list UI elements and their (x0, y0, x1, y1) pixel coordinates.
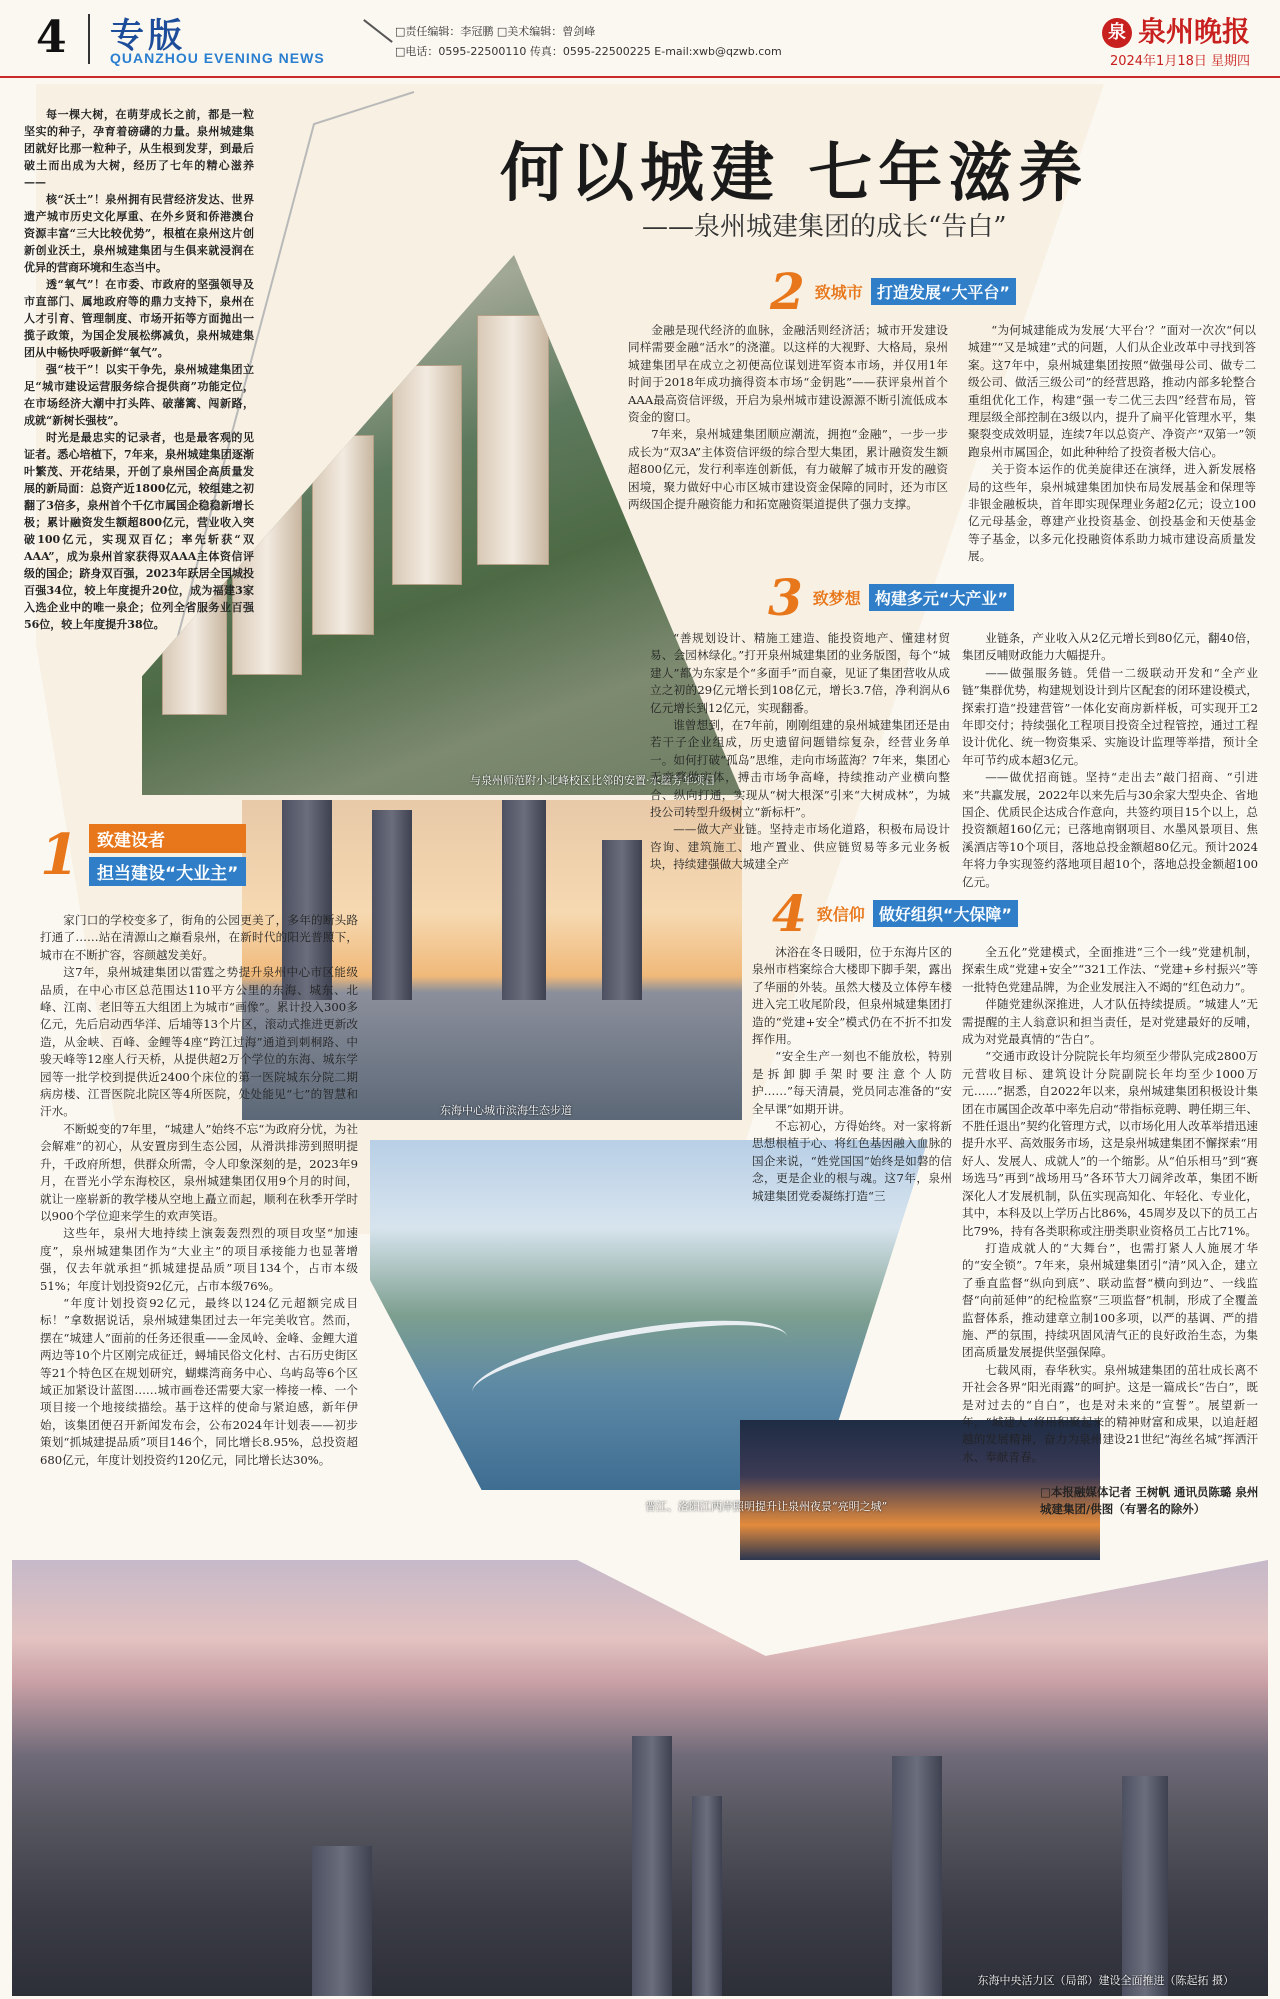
tower-2 (477, 315, 549, 565)
section-2-number: 2 (770, 262, 805, 321)
panorama-building-1 (632, 1736, 672, 1996)
section-3-paragraph: “善规划设计、精施工建造、能投资地产、懂建材贸易、会园林绿化。”打开泉州城建集团的业务版图，每个“城建人”都为东家是个“多面手”而自豪，见证了集团营收从成立之初的29亿元增长到108亿元，增长3.7倍，净利润从6亿元增长到12亿元，实现翻番。 (650, 631, 950, 715)
section-4-paragraph: 全五化”党建模式，全面推进“三个一线”党建机制，探索生成“党建+安全”“321工作法、“党建+乡村振兴”等一批特色党建品牌，为企业发展注入不竭的“红色动力”。 (962, 945, 1258, 994)
intro-paragraph: 强“枝干”！以实干争先，泉州城建集团立足“城市建设运营服务综合提供商”功能定位，在市场经济大潮中打头阵、破藩篱、闯新路，成就“新树长强枝”。 (24, 363, 254, 427)
section-3-col-a (650, 630, 950, 880)
section-3-paragraph: ——做大产业链。坚持走市场化道路，积极布局设计咨询、建筑施工、地产置业、供应链贸易等多元业务板块，持续建强做大城建全产 (650, 822, 950, 872)
section-1-heading (40, 822, 246, 888)
photo-city-panorama (12, 1560, 1268, 1996)
logo-text: 泉州晚报 (1137, 15, 1250, 48)
editor-info (395, 22, 782, 62)
section-title: 专版 (110, 16, 186, 56)
section-4-paragraph: “安全生产一刻也不能放松，特别是拆卸脚手架时要注意个人防护……”每天清晨，党员同志准备的“安全早课”如期开讲。 (752, 1049, 952, 1116)
section-1-tagline: 担当建设“大业主” (89, 857, 246, 886)
skyscraper-4 (602, 840, 642, 1000)
panorama-building-3 (892, 1756, 942, 1996)
photo2-caption: 东海中心城市滨海生态步道 (440, 1104, 572, 1117)
section-2-col-b (968, 322, 1256, 562)
photo4-caption: 晋江、洛阳江两岸照明提升让泉州夜景“亮明之城” (645, 1500, 888, 1513)
section-2-tagline: 打造发展“大平台” (871, 278, 1016, 305)
section-4-paragraph: “交通市政设计分院院长年均须至少带队完成2800万元营收目标、建筑设计分院副院长年均至少1000万元……”据悉，自2022年以来，泉州城建集团积极设计集团在市属国企改革中率先启动“带指标竞聘、聘任期三年、不胜任退出”契约化管理方式，以市场化用人改革举措迅速提升水平、高效服务市场，这是泉州城建集团不懈探索“用好人、发展人、成就人”的一个缩影。从“伯乐相马”到“赛场选马”再到“战场用马”各环节大刀阔斧改革，集团不断深化人才发展机制，队伍实现高知化、年轻化、专业化，其中，本科及以上学历占比86%，45周岁及以下的员工占比79%，持有各类职称或注册类职业资格员工占比71%。 (962, 1049, 1258, 1238)
newspaper-logo (1102, 10, 1250, 50)
section-4-heading (772, 884, 1018, 943)
photo1-caption: 与泉州师范附小北峰校区比邻的安置·水墨芳华项目 (470, 774, 716, 787)
section-4-title: 致信仰 (816, 905, 865, 924)
panorama-building-2 (692, 1796, 722, 1996)
section-3-paragraph: 业链条，产业收入从2亿元增长到80亿元，翻40倍，集团反哺财政能力大幅提升。 (962, 631, 1258, 663)
section-4-col-a (752, 944, 952, 1344)
section-4-paragraph: 七载风雨，春华秋实。泉州城建集团的茁壮成长离不开社会各界“阳光雨露”的呵护。这是一篇成长“告白”，既是对过去的“自白”，也是对未来的“宣誓”。展望新一年，“城建人”将用积聚起来的精神财富和成果，以追赶超越的发展精神，奋力为泉州建设21世纪“海丝名城”挥洒汗水、奉献青春。 (962, 1362, 1258, 1464)
section-3-paragraph: ——做强服务链。凭借一二级联动开发和“全产业链”集群优势，构建规划设计到片区配套的闭环建设模式，探索打造“投建营管”一体化安商房新样板，可实现开工2年即交付；持续强化工程项目投资全过程管控，通过工程设计优化、统一物资集采、实施设计监理等举措，预计全年可节约成本超3亿元。 (962, 665, 1258, 767)
section-4-tagline: 做好组织“大保障” (873, 900, 1018, 927)
article-byline: □本报融媒体记者 王树帆 通讯员陈璐 泉州城建集团/供图（有署名的除外） (1040, 1485, 1259, 1516)
section-1-number: 1 (40, 822, 79, 888)
section-2-col-a (628, 322, 948, 560)
intro-paragraph: 每一棵大树，在萌芽成长之前，都是一粒坚实的种子，孕育着磅礴的力量。泉州城建集团就好比那一粒种子，从生根到发芽，到最后破土而出成为大树，经历了七年的精心滋养—— (24, 108, 254, 189)
header-divider (88, 14, 90, 64)
section-1-paragraph: 不断蜕变的7年里，“城建人”始终不忘“为政府分忧，为社会解难”的初心，从安置房到生态公园，从滑洪排涝到照明提升，千政府所想，供群众所需，令人印象深刻的是，2023年9月，在晋光小学东海校区，泉州城建集团仅用9个月的时间，就让一座崭新的教学楼从空地上矗立而起，顺利在秋季开学时以900个学位迎来学生的欢声笑语。 (40, 1121, 358, 1223)
skyscraper-2 (372, 810, 412, 1000)
section-4-number: 4 (772, 884, 807, 943)
section-3-col-b (962, 630, 1258, 889)
section-4-paragraph: 打造成就人的“大舞台”，也需打紧人人施展才华的“安全锁”。7年来，泉州城建集团引“清”风入企，建立了垂直监督“纵向到底”、联动监督“横向到边”、一线监督“向前延伸”的纪检监察“三项监督”机制，形成了全覆盖监督体系，推动建章立制100多项，以严的基调、严的措施、严的氛围，持续巩固风清气正的良好政治生态，为集团高质量发展提供坚强保障。 (962, 1240, 1258, 1360)
section-3-paragraph: 谁曾想到，在7年前，刚刚组建的泉州城建集团还是由若干子企业组成，历史遗留问题错综复杂，经营业务单一。如何打破“孤岛”思维，走向市场蓝海？7年来，集团心无旁骛做实体，搏击市场争高峰，持续推动产业横向整合、纵向打通，实现从“树大根深”引来“大树成林”，为城投公司转型升级树立“新标杆”。 (650, 718, 950, 820)
section-3-heading (768, 568, 1014, 627)
section-4-paragraph: 不忘初心，方得始终。对一家将新思想根植于心、将红色基因融入血脉的国企来说，“姓党国国”始终是如磐的信念，更是企业的根与魂。这7年，泉州城建集团党委凝练打造“三 (752, 1119, 952, 1203)
main-subheadline: ——泉州城建集团的成长“告白” (642, 212, 1007, 242)
skyscraper-3 (502, 790, 546, 1000)
issue-date: 2024年1月18日 星期四 (1109, 54, 1250, 69)
section-4-col-b (962, 944, 1258, 1482)
section-3-tagline: 构建多元“大产业” (869, 584, 1014, 611)
intro-paragraph: 透“氧气”！在市委、市政府的坚强领导及市直部门、属地政府等的鼎力支持下，泉州在人才引育、管理制度、市场开拓等方面抛出一揽子政策，为国企发展松绑减负，泉州城建集团从中畅快呼吸新鲜“氧气”。 (24, 278, 254, 359)
header-slash (363, 19, 393, 43)
section-3-paragraph: ——做优招商链。坚持“走出去”敲门招商、“引进来”共赢发展，2022年以来先后与30余家大型央企、省地国企、优质民企达成合作意向，共签约项目15个以上，总投资额超160亿元；已落地南钢项目、水墨风景项目、焦溪酒店等10个项目，落地总投金额超80亿元。预计2024年将力争实现签约落地项目超10个，落地总投金额超100亿元。 (962, 770, 1258, 889)
contact-line: □电话：0595-22500110 传真：0595-22500225 E-mail:xwb@qzwb.com (395, 45, 782, 58)
logo-icon: 泉 (1102, 18, 1132, 48)
section-2-paragraph: “为何城建能成为发展‘大平台’？”面对一次次“何以城建”“又是城建”式的问题，人们从企业改革中寻找到答案。这7年中，泉州城建集团按照“做强母公司、做专二级公司、做活三级公司”的经营思路，推动内部多轮整合重组优化工作，构建“强一专二优三去四”经营布局，管理层级全部控制在3级以内，提升了扁平化管理水平，集聚裂变成效明显，连续7年以总资产、净资产“双第一”领跑泉州市属国企，如此种种给了投资者极大信心。 (968, 323, 1256, 459)
section-2-paragraph: 关于资本运作的优美旋律还在演绎，进入新发展格局的这些年，泉州城建集团加快布局发展基金和保理等非银金融板块，首年即实现保理业务超2亿元；设立100亿元母基金，尊建产业投资基金、创投基金和天使基金等子基金，以多元化投融资体系助力城市建设高质量发展。 (968, 462, 1256, 564)
section-4-paragraph: 沐浴在冬日暖阳，位于东海片区的泉州市档案综合大楼即下脚手架，露出了华丽的外装。虽然大楼及立体停车楼进入完工收尾阶段，但泉州城建集团打造的“党建+安全”模式仍在不折不扣发挥作用。 (752, 945, 952, 1047)
section-1-title: 致建设者 (89, 824, 246, 853)
section-4-paragraph: 伴随党建纵深推进，人才队伍持续提质。“城建人”无需提醒的主人翁意识和担当责任，是对党建最好的反哺，成为对党最真情的“告白”。 (962, 997, 1258, 1047)
section-1-paragraph: 家门口的学校变多了，街角的公园更美了，多年的断头路打通了……站在清源山之巅看泉州，在新时代的阳光普照下，城市在不断扩容，容颜越发美好。 (40, 913, 358, 962)
intro-text (24, 106, 254, 726)
editor-line: □责任编辑：李冠鹏 □美术编辑：曾剑峰 (395, 25, 596, 38)
photo5-caption: 东海中央活力区（局部）建设全面推进（陈起拓 摄） (977, 1974, 1234, 1987)
section-3-number: 3 (768, 568, 803, 627)
section-2-heading (770, 262, 1016, 321)
section-title-en: QUANZHOU EVENING NEWS (110, 50, 325, 66)
section-2-paragraph: 金融是现代经济的血脉，金融活则经济活；城市开发建设同样需要金融“活水”的浇灌。以这样的大视野、大格局，泉州城建集团早在成立之初便高位谋划进军资本市场，并仅用1年时间于2018年成功摘得资本市场“金钥匙”——获评泉州首个AAA最高资信评级，开启为泉州城市建设源源不断引流低成本资金的窗口。 (628, 323, 948, 425)
main-headline: 何以城建 七年滋养 (500, 137, 1089, 211)
tower-1 (392, 365, 462, 585)
section-1-paragraph: 这7年，泉州城建集团以雷霆之势提升泉州中心市区能级品质，在中心市区总范围达110平方公里的东海、城东、北峰、江南、老旧等五大组团上为城市“画像”。累计投入300多亿元，先后启动西华洋、后埔等13个片区，滚动式推进更新改造，从金峡、百峰、金鲤等4座“跨江过海”通道到刺桐路、中骏天峰等12座人行天桥，从提供超2万个学位的东海、城东学园等一批学校到提供近2400个床位的第一医院城东分院二期病房楼、江晋医院北院区等4所医院，处处能见“七”的智慧和汗水。 (40, 965, 358, 1119)
section-2-paragraph: 7年来，泉州城建集团顺应潮流，拥抱“金融”，一步一步成长为“双3A”主体资信评级的综合型大集团，累计融资发生额超800亿元，发行利率连创新低，有力破解了城市开发的融资困境，聚力做好中心市区城市建设资金保障的同时，还为市区两级国企提升融资能力和拓宽融资渠道提供了强力支撑。 (628, 427, 948, 512)
section-3-title: 致梦想 (812, 589, 861, 608)
intro-paragraph: 时光是最忠实的记录者，也是最客观的见证者。悉心培植下，7年来，泉州城建集团逐渐叶繁茂、开花结果，开创了泉州国企高质量发展的新局面：总资产近1800亿元，较组建之初翻了3倍多，泉州首个千亿市属国企稳稳新增长极；累计融资发生额超800亿元，营业收入突破100亿元，实现双百亿；率先斩获“双AAA”，成为泉州首家获得双AAA主体资信评级的国企；跻身双百强，2023年跃居全国城投百强34位，较上年度提升20位，成为福建3家入选企业中的唯一泉企；位列全省服务业百强56位，较上年度提升38位。 (24, 431, 254, 631)
section-1-body (40, 912, 358, 1472)
section-1-paragraph: 这些年，泉州大地持续上演轰轰烈烈的项目攻坚“加速度”，泉州城建集团作为“大业主”的项目承接能力也显著增强，仅去年就承担“抓城建提品质”项目134个，占市本级51%；年度计划投资92亿元，占市本级76%。 (40, 1226, 358, 1293)
section-1-paragraph: “年度计划投资92亿元，最终以124亿元超额完成目标！”拿数据说话，泉州城建集团过去一年完美收官。然而，摆在“城建人”面前的任务还很重——金凤岭、金峰、金鲤大道两边等10个片区刚完成征迁，蟳埔民俗文化村、古石历史街区等21个特色区在规划研究，蝴蝶湾商务中心、乌屿岛等6个区域正加紧设计蓝图……城市画卷还需要大家一棒接一棒、一个项目接一个地接续描绘。基于这样的使命与紧迫感，新年伊始，该集团便召开新闻发布会，公布2024年计划表——初步策划“抓城建提品质”项目146个，同比增长8.95%，总投资超680亿元，年度计划投资约120亿元，同比增长达30%。 (40, 1295, 358, 1467)
section-2-title: 致城市 (814, 283, 863, 302)
panorama-building-4 (1122, 1776, 1168, 1996)
page-number: 4 (36, 12, 67, 63)
panorama-building-5 (312, 1846, 372, 1996)
intro-paragraph: 核“沃土”！泉州拥有民营经济发达、世界遗产城市历史文化厚重、在外乡贤和侨港澳台资源丰富“三大比较优势”，根植在泉州这片创新创业沃土，泉州城建集团与生俱来就浸润在优异的营商环境和生态当中。 (24, 193, 254, 274)
page-header (0, 0, 1280, 78)
section-1-labels (89, 824, 246, 886)
